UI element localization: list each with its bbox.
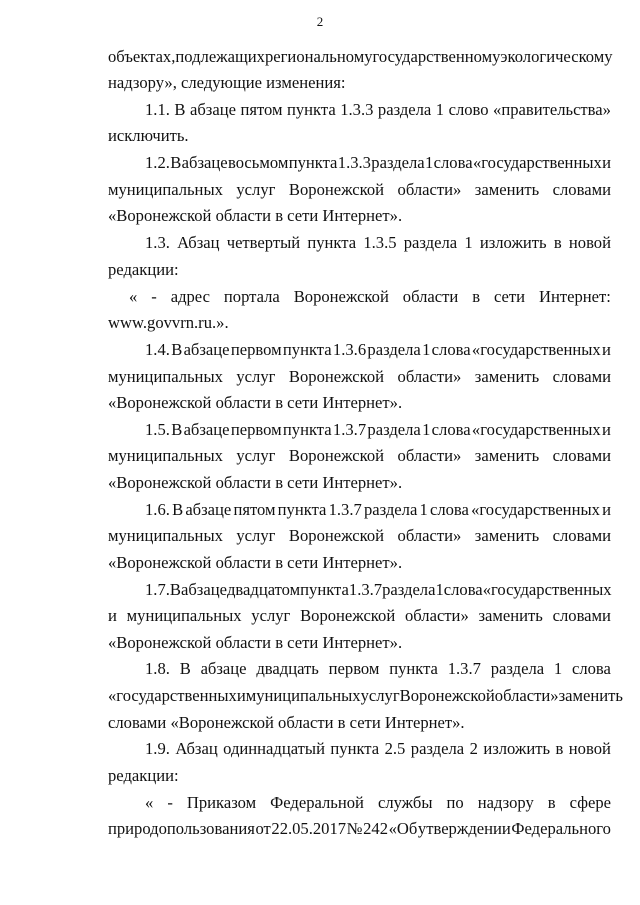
text-line — [108, 686, 623, 706]
word: слова — [429, 500, 469, 519]
word: услуг — [251, 606, 291, 625]
text-line: «Воронежской области в сети Интернет». — [108, 393, 403, 412]
word: 1.7. — [145, 580, 170, 599]
word: абзаце — [189, 100, 236, 119]
word: Воронежской — [288, 446, 385, 465]
word: 1.3.5 — [363, 233, 397, 252]
word: « — [129, 287, 138, 306]
word: в — [472, 287, 481, 306]
word: от — [255, 819, 271, 838]
text-line — [145, 580, 611, 600]
word: государственному — [372, 47, 501, 66]
word: сфере — [569, 793, 611, 812]
word: абзаце — [185, 500, 232, 519]
word: В — [171, 340, 183, 359]
word: 1.3.7 — [328, 500, 362, 519]
text-line — [108, 526, 611, 546]
text-line — [108, 446, 611, 466]
word: Воронежской — [288, 526, 385, 545]
word: - — [167, 793, 173, 812]
word: раздела — [367, 340, 421, 359]
text-line — [145, 153, 611, 173]
word: муниципальных — [108, 180, 223, 199]
word: муниципальных — [108, 526, 223, 545]
word: пункта — [300, 580, 349, 599]
word: 1.3.3 — [337, 153, 371, 172]
word: надзору — [477, 793, 534, 812]
word: словами — [552, 180, 611, 199]
word: муниципальных — [245, 686, 361, 705]
word: 1 — [464, 233, 473, 252]
word: 2 — [469, 739, 478, 758]
word: абзаце — [200, 659, 247, 678]
word: пункта — [282, 420, 332, 439]
text-line: «Воронежской области в сети Интернет». — [108, 206, 403, 225]
word: 1.3.7 — [447, 659, 481, 678]
word: 1.3.7 — [348, 580, 383, 599]
word: «правительства» — [493, 100, 611, 119]
word: 1 — [435, 100, 445, 119]
text-line — [129, 287, 611, 307]
word: области» — [397, 180, 462, 199]
word: заменить — [474, 526, 540, 545]
word: новой — [568, 739, 611, 758]
word: В — [174, 100, 186, 119]
word: области» — [397, 446, 462, 465]
word: Воронежской — [288, 367, 385, 386]
word: слова — [431, 420, 471, 439]
word: области — [402, 287, 459, 306]
word: и — [236, 686, 246, 705]
text-line: редакции: — [108, 260, 179, 279]
text-line: исключить. — [108, 126, 189, 145]
word: заменить — [478, 606, 543, 625]
word: муниципальных — [108, 446, 223, 465]
word: одиннадцатый — [223, 739, 325, 758]
word: подлежащих — [175, 47, 265, 66]
word: раздела — [382, 580, 436, 599]
word: в — [553, 233, 562, 252]
word: В — [172, 500, 184, 519]
word: слова — [443, 580, 483, 599]
text-line: редакции: — [108, 766, 179, 785]
word: сети — [493, 287, 526, 306]
word: «Об — [388, 819, 418, 838]
word: - — [151, 287, 157, 306]
word: заменить — [558, 686, 623, 705]
word: 1 — [419, 500, 428, 519]
word: услуг — [236, 367, 276, 386]
word: пятом — [233, 500, 276, 519]
word: Федеральной — [270, 793, 364, 812]
word: заменить — [474, 367, 540, 386]
word: словами — [552, 446, 611, 465]
word: Абзац — [175, 739, 218, 758]
text-line: «Воронежской области в сети Интернет». — [108, 633, 403, 652]
word: 1 — [425, 153, 434, 172]
word: услуг — [360, 686, 400, 705]
word: и — [602, 420, 611, 439]
word: Абзац — [177, 233, 220, 252]
word: службы — [377, 793, 433, 812]
text-line — [145, 233, 611, 253]
word: в — [555, 739, 564, 758]
text-line — [108, 180, 611, 200]
text-line: «Воронежской области в сети Интернет». — [108, 553, 403, 572]
word: 1.4. — [145, 340, 170, 359]
word: 1.8. — [145, 659, 170, 678]
text-line — [145, 340, 611, 360]
word: 1.3.7 — [332, 420, 367, 439]
word: 1.2. — [145, 153, 170, 172]
word: абзаце — [180, 580, 227, 599]
word: 1 — [422, 420, 431, 439]
word: и — [602, 153, 611, 172]
word: региональному — [264, 47, 373, 66]
word: объектах, — [108, 47, 176, 66]
text-line — [145, 739, 611, 759]
word: в — [547, 793, 556, 812]
word: раздела — [490, 659, 545, 678]
word: 1.9. — [145, 739, 170, 758]
word: словами — [552, 526, 611, 545]
word: пункта — [277, 500, 327, 519]
word: раздела — [367, 420, 421, 439]
word: 22.05.2017 — [271, 819, 347, 838]
text-line: www.govvrn.ru.». — [108, 313, 229, 332]
word: В — [179, 659, 191, 678]
word: Воронежской — [288, 180, 385, 199]
word: словами — [552, 367, 611, 386]
word: В — [169, 580, 181, 599]
word: по — [446, 793, 464, 812]
word: пункта — [282, 340, 332, 359]
word: и — [602, 500, 611, 519]
text-line — [145, 100, 611, 120]
word: слова — [433, 153, 473, 172]
word: 1 — [553, 659, 563, 678]
word: « — [145, 793, 154, 812]
word: слова — [571, 659, 611, 678]
word: 1 — [435, 580, 444, 599]
word: изложить — [483, 739, 551, 758]
word: первом — [230, 340, 282, 359]
text-line — [145, 420, 611, 440]
text-line: «Воронежской области в сети Интернет». — [108, 473, 403, 492]
word: абзаце — [183, 420, 230, 439]
text-line — [145, 659, 611, 679]
word: услуг — [236, 180, 276, 199]
word: слова — [431, 340, 471, 359]
word: области» — [404, 606, 469, 625]
word: заменить — [474, 180, 540, 199]
word: 1 — [422, 340, 431, 359]
word: двадцать — [256, 659, 319, 678]
word: пятом — [240, 100, 283, 119]
word: 2.5 — [384, 739, 406, 758]
word: заменить — [474, 446, 540, 465]
word: четвертый — [226, 233, 301, 252]
word: новой — [568, 233, 611, 252]
word: области» — [397, 526, 462, 545]
word: Федерального — [511, 819, 611, 838]
word: 1.3.3 — [340, 100, 374, 119]
text-line — [145, 500, 611, 520]
word: «государственных — [472, 153, 602, 172]
word: 1.5. — [145, 420, 170, 439]
word: раздела — [403, 233, 458, 252]
word: первом — [328, 659, 380, 678]
word: восьмом — [227, 153, 289, 172]
word: Воронежской — [300, 606, 396, 625]
word: пункта — [389, 659, 438, 678]
word: Приказом — [186, 793, 257, 812]
text-line: надзору», следующие изменения: — [108, 73, 346, 92]
word: № — [346, 819, 363, 838]
word: и — [108, 606, 117, 625]
word: словами — [552, 606, 611, 625]
word: «государственных — [471, 500, 600, 519]
word: «государственных — [482, 580, 612, 599]
word: «государственных — [471, 420, 601, 439]
word: пункта — [288, 153, 338, 172]
word: раздела — [377, 100, 432, 119]
text-line — [108, 47, 611, 67]
text-line — [108, 819, 611, 839]
word: 1.1. — [145, 100, 170, 119]
word: пункта — [330, 739, 380, 758]
word: области» — [397, 367, 462, 386]
word: «государственных — [471, 340, 601, 359]
word: 1.3.6 — [332, 340, 367, 359]
text-line — [108, 367, 611, 387]
word: двадцатом — [226, 580, 301, 599]
word: муниципальных — [108, 367, 223, 386]
page-number: 2 — [316, 14, 324, 29]
word: 242 — [363, 819, 388, 838]
word: 1.3. — [145, 233, 170, 252]
word: абзаце — [181, 153, 228, 172]
word: В — [170, 153, 182, 172]
word: природопользования — [108, 819, 255, 838]
word: раздела — [363, 500, 418, 519]
word: услуг — [236, 526, 276, 545]
word: и — [602, 340, 611, 359]
word: абзаце — [183, 340, 230, 359]
word: первом — [230, 420, 282, 439]
word: изложить — [479, 233, 547, 252]
word: Воронежской — [293, 287, 389, 306]
word: 1.6. — [145, 500, 170, 519]
word: раздела — [371, 153, 425, 172]
word: В — [171, 420, 183, 439]
word: пункта — [307, 233, 357, 252]
word: услуг — [236, 446, 276, 465]
word: слово — [448, 100, 489, 119]
word: экологическому — [500, 47, 613, 66]
text-line — [145, 793, 611, 813]
word: «государственных — [108, 686, 237, 705]
text-line — [108, 606, 611, 626]
word: муниципальных — [126, 606, 242, 625]
word: раздела — [410, 739, 465, 758]
word: портала — [223, 287, 280, 306]
word: области» — [494, 686, 559, 705]
word: пункта — [286, 100, 336, 119]
word: Воронежской — [399, 686, 495, 705]
text-line: словами «Воронежской области в сети Интернет». — [108, 713, 465, 732]
word: адрес — [170, 287, 210, 306]
word: утверждении — [417, 819, 511, 838]
word: Интернет: — [539, 287, 611, 306]
